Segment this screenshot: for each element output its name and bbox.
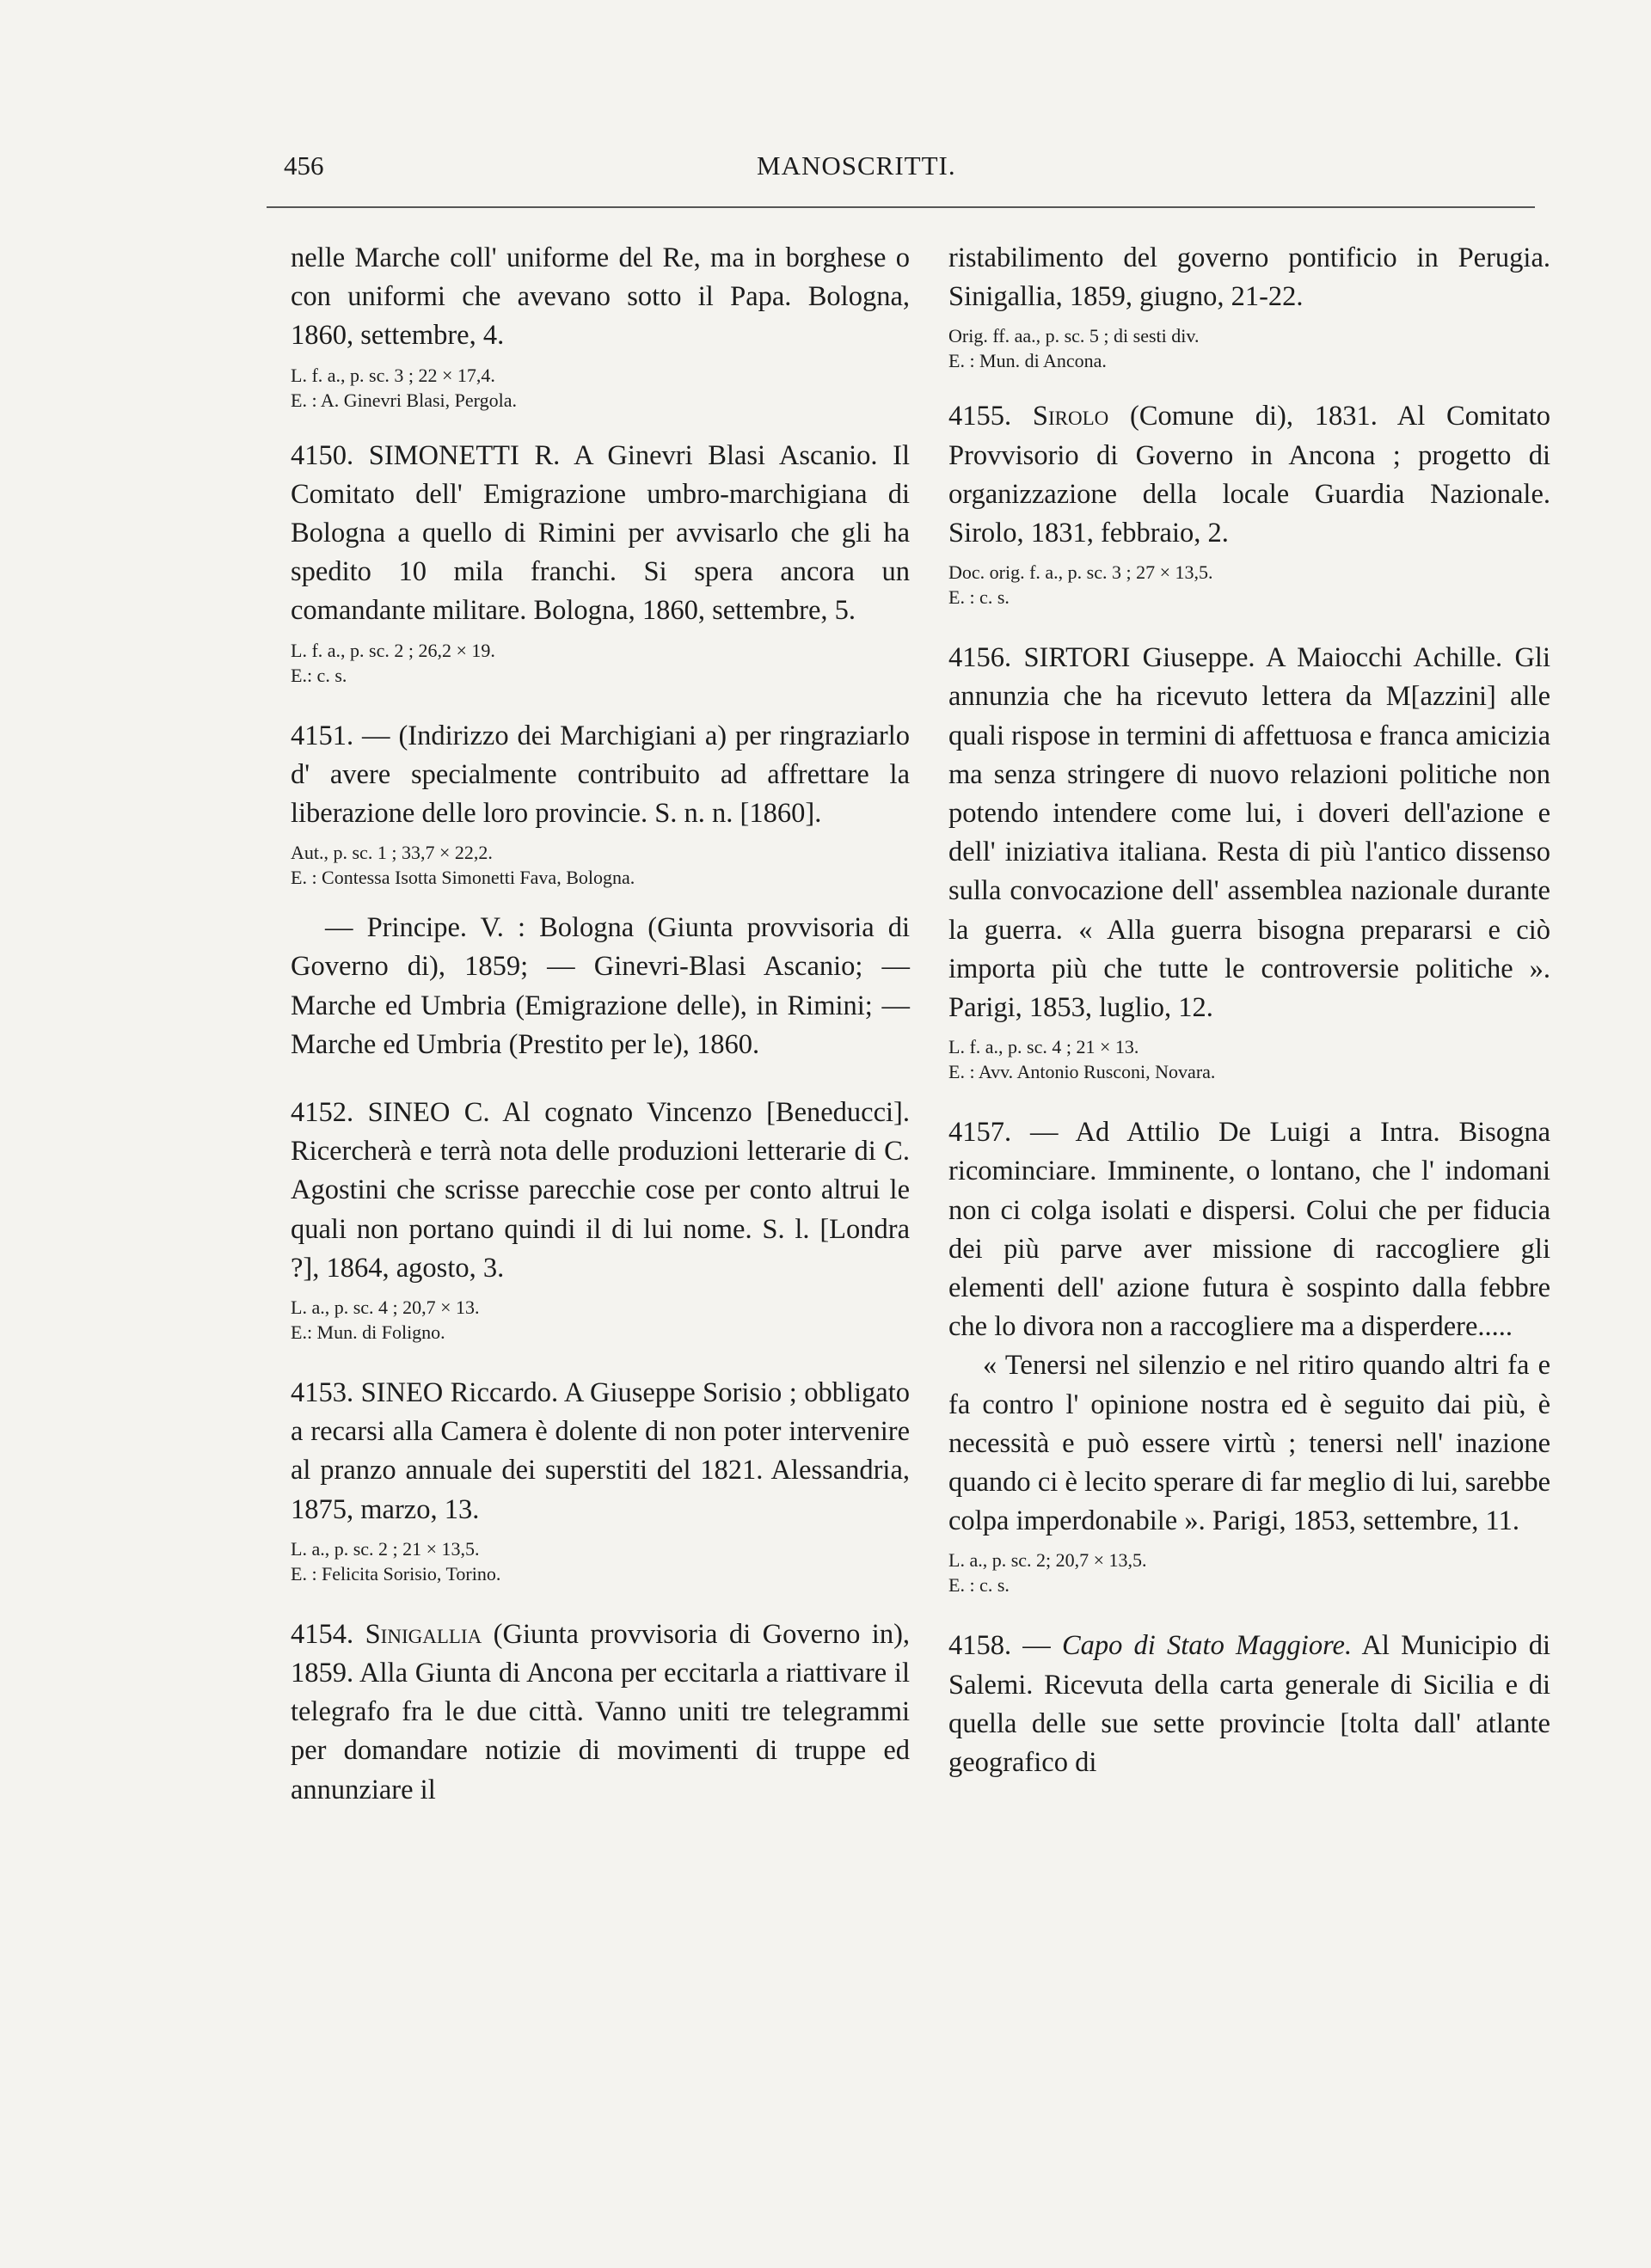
- entry-4150: [291, 437, 910, 688]
- entry-4153: [291, 1374, 910, 1586]
- cross-reference: — Principe. V. : Bologna (Giunta provvisoria di Governo di), 1859; — Ginevri-Blasi Ascanio; — Marche ed Umbria (Emigrazione delle), in Rimini; — Marche ed Umbria (Prestito per le), 1860.: [291, 912, 910, 1060]
- entry-owner: E. : Avv. Antonio Rusconi, Novara.: [948, 1061, 1216, 1083]
- entry-number: 4158. —: [948, 1630, 1051, 1662]
- header-rule: [267, 206, 1535, 208]
- entry-owner: E. : Contessa Isotta Simonetti Fava, Bologna.: [291, 867, 635, 889]
- entry-4155: [948, 397, 1550, 610]
- entry-text: 4150. SIMONETTI R. A Ginevri Blasi Ascanio. Il Comitato dell' Emigrazione umbro-marchigiana di Bologna a quello di Rimini per avvisarlo che gli ha spedito 10 mila franchi. Si spera ancora un comandante militare. Bologna, 1860, settembre, 5.: [291, 439, 910, 627]
- entry-text: 4152. SINEO C. Al cognato Vincenzo [Beneducci]. Ricercherà e terrà nota delle produzioni letterarie di C. Agostini che scrisse parecchie cose per conto altrui le quali non portano quindi il di lui nome. S. l. [Londra ?], 1864, agosto, 3.: [291, 1097, 910, 1284]
- entry-meta: L. f. a., p. sc. 3 ; 22 × 17,4.: [291, 364, 495, 386]
- entry-4156: [948, 639, 1550, 1084]
- entry-owner: E. : A. Ginevri Blasi, Pergola.: [291, 389, 517, 411]
- right-column: [948, 239, 1550, 1811]
- entry-4158: [948, 1627, 1550, 1782]
- entry-quote: « Tenersi nel silenzio e nel ritiro quando altri fa e fa contro l' opinione nostra ed è seguito dai più, è necessità e può essere virtù ; tenersi nell' inazione quando ci è lecito sperare di far meglio di lui, sarebbe colpa imperdonabile ». Parigi, 1853, settembre, 11.: [948, 1350, 1550, 1537]
- entry-body: (Comune di), 1831. Al Comitato Provvisorio di Governo in Ancona ; progetto di organizzazione della locale Guardia Nazionale. Sirolo, 1831, febbraio, 2.: [948, 401, 1551, 549]
- entry-meta: Orig. ff. aa., p. sc. 5 ; di sesti div.: [948, 325, 1200, 347]
- entry-meta: L. f. a., p. sc. 2 ; 26,2 × 19.: [291, 639, 495, 661]
- entry-meta: L. a., p. sc. 2; 20,7 × 13,5.: [948, 1549, 1147, 1572]
- entry-owner: E. : Mun. di Ancona.: [948, 350, 1107, 372]
- entry-text: ristabilimento del governo pontificio in Perugia. Sinigallia, 1859, giugno, 21-22.: [948, 242, 1550, 313]
- entry-4157: [948, 1113, 1550, 1597]
- entry-meta: L. a., p. sc. 2 ; 21 × 13,5.: [291, 1537, 480, 1560]
- left-column: [291, 239, 910, 1839]
- entry-title: Capo di Stato Maggiore.: [1061, 1630, 1353, 1662]
- page-header: [0, 150, 1651, 202]
- entry-4152: [291, 1094, 910, 1345]
- entry-text: [948, 1627, 1550, 1782]
- entry-owner: E.: Mun. di Foligno.: [291, 1321, 445, 1344]
- entry-4151: [291, 717, 910, 1064]
- entry-owner: E. : c. s.: [948, 586, 1010, 609]
- entry-text: 4156. SIRTORI Giuseppe. A Maiocchi Achille. Gli annunzia che ha ricevuto lettera da M[azzini] alle quali rispose in termini di affettuosa e franca amicizia ma senza stringere di nuovo relazioni politiche non potendo intendere come lui, i doveri dell'azione e dell' iniziativa italiana. Resta di più l'antico dissenso sulla convocazione dell' assemblea nazionale durante la guerra. « Alla guerra bisogna prepararsi e ciò importa più che tutte le controversie politiche ». Parigi, 1853, luglio, 12.: [948, 642, 1550, 1024]
- page-number: 456: [284, 150, 324, 181]
- entry-text: nelle Marche coll' uniforme del Re, ma in borghese o con uniformi che avevano sotto il Papa. Bologna, 1860, settembre, 4.: [291, 242, 910, 352]
- entry-meta: L. a., p. sc. 4 ; 20,7 × 13.: [291, 1296, 480, 1319]
- entry-meta: L. f. a., p. sc. 4 ; 21 × 13.: [948, 1036, 1139, 1058]
- entry-owner: E. : c. s.: [948, 1574, 1010, 1597]
- entry-owner: E.: c. s.: [291, 664, 347, 686]
- entry-meta: Doc. orig. f. a., p. sc. 3 ; 27 × 13,5.: [948, 561, 1213, 584]
- entry-4154: [291, 1615, 910, 1810]
- entry-text: 4151. — (Indirizzo dei Marchigiani a) per ringraziarlo d' avere specialmente contribuito ad affrettare la liberazione delle loro provincie. S. n. n. [1860].: [291, 720, 910, 830]
- entry-text: [291, 1615, 910, 1810]
- entry-number: 4155.: [948, 401, 1012, 432]
- entry-text: [948, 397, 1550, 553]
- entry-body: (Giunta provvisoria di Governo in), 1859. Alla Giunta di Ancona per eccitarla a riattivare il telegrafo fra le due città. Vanno uniti tre telegrammi per domandare notizie di movimenti di truppe ed annunziare il: [291, 1618, 911, 1805]
- entry-owner: E. : Felicita Sorisio, Torino.: [291, 1562, 501, 1585]
- entry-text: 4153. SINEO Riccardo. A Giuseppe Sorisio ; obbligato a recarsi alla Camera è dolente di non poter intervenire al pranzo annuale dei superstiti del 1821. Alessandria, 1875, marzo, 13.: [291, 1377, 910, 1525]
- entry-body: Al Municipio di Salemi. Ricevuta della carta generale di Sicilia e di quella delle sue sette provincie [tolta dall' atlante geografico di: [948, 1630, 1550, 1779]
- entry-name: Sirolo: [1032, 401, 1109, 432]
- entry-continuation-left: [291, 239, 910, 413]
- entry-text: 4157. — Ad Attilio De Luigi a Intra. Bisogna ricominciare. Imminente, o lontano, che l' indomani non ci colga isolati e dispersi. Colui che per fiducia dei più parve aver missione di raccogliere gli elementi dell' azione futura è sospinto dalla febbre che lo divora non a raccogliere ma a disperdere.....: [948, 1117, 1550, 1343]
- entry-number: 4154.: [291, 1618, 354, 1650]
- running-title: MANOSCRITTI.: [757, 150, 956, 181]
- entry-meta: Aut., p. sc. 1 ; 33,7 × 22,2.: [291, 842, 493, 864]
- entry-continuation-right: [948, 239, 1550, 373]
- entry-name: Sinigallia: [365, 1618, 482, 1650]
